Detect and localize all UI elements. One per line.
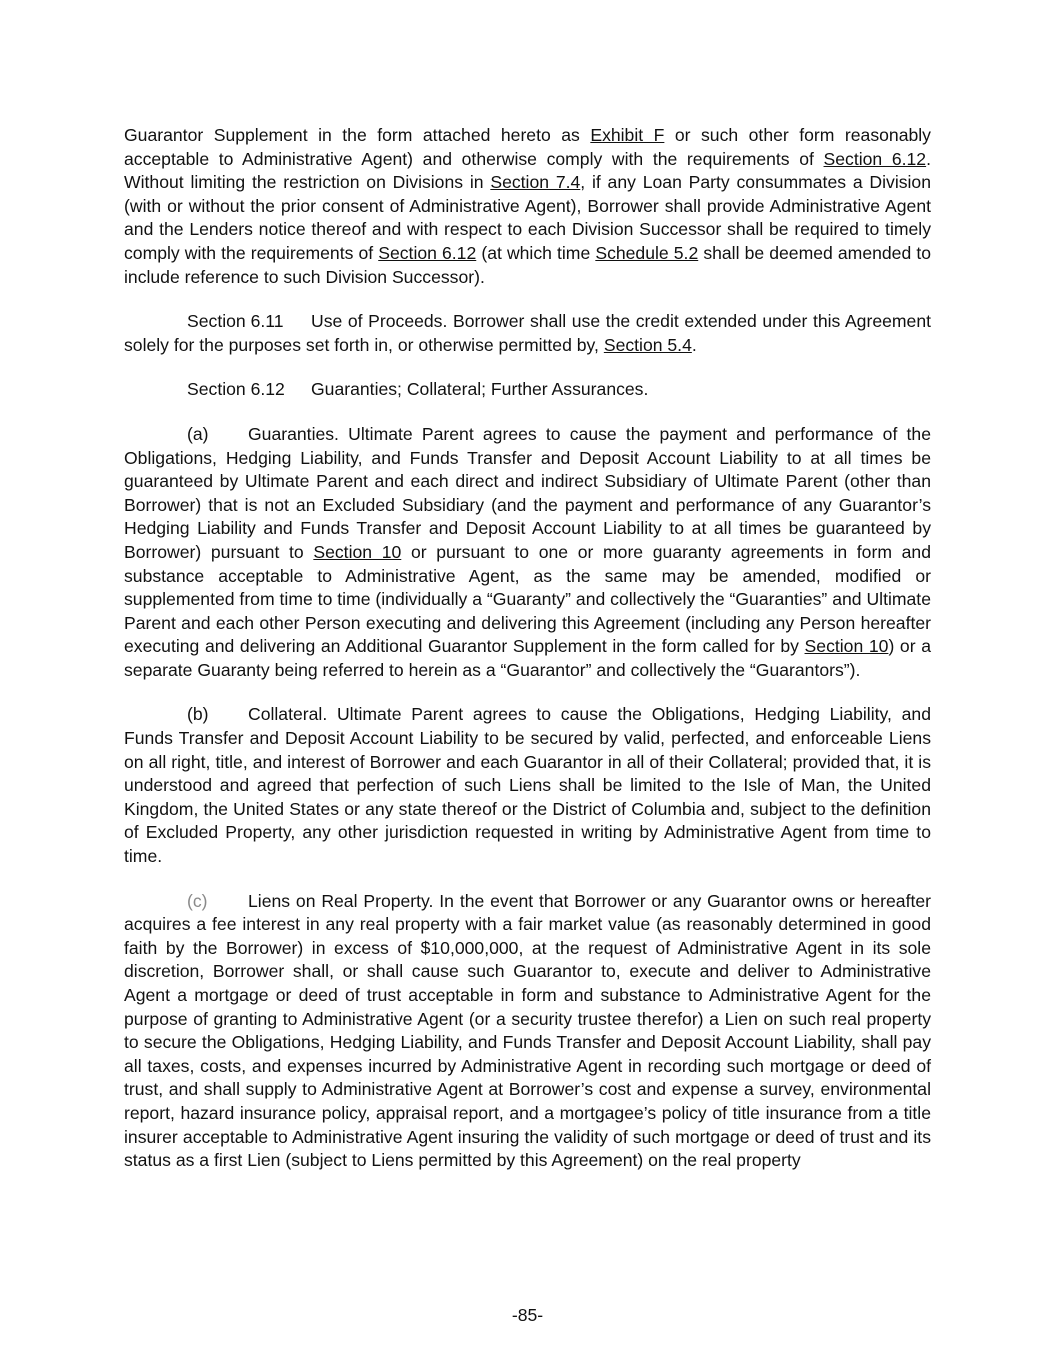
text: Ultimate Parent agrees to cause the Obligations, Hedging Liability, and Funds Transfer and Deposit Account Liability to be secured by valid, perfected, and enforceable Liens on all right, title, and interest of Borrower and each Guarantor in all of their Collateral; provided that, it is understood and agreed that perfection of such Liens shall be limited to the Isle of Man, the United Kingdom, the United States or any state thereof or the District of Columbia and, subject to the definition of Excluded Property, any other jurisdiction requested in writing by Administrative Agent from time to time. [124,704,931,867]
subsection-title: Guaranties. [248,423,339,444]
subsection-label: (b) [187,704,209,725]
section-number: Section 6.11 [187,311,284,332]
text: or such other form reasonably acceptable to Administrative Agent) and otherwise comply with the requirements of [124,125,931,169]
text: shall be deemed amended to include reference to such Division Successor). [124,242,932,287]
subsection-c-paragraph [124,890,931,1173]
subsection-label: (a) [187,423,209,444]
subsection-b-paragraph [124,703,931,868]
text: , if any Loan Party consummates a Division (with or without the prior consent of Administrative Agent), Borrower shall provide Administrative Agent and the Lenders notice thereof and with respect to each Division Successor shall be required to timely comply with the requirements of [124,172,931,263]
text: ) or a separate Guaranty being referred to herein as a “Guarantor” and collectively the “Guarantors”). [124,636,931,680]
section-10-reference: Section 10 [313,541,402,562]
subsection-title: Liens on Real Property. [248,890,434,911]
schedule-5-2-reference: Schedule 5.2 [595,242,699,263]
section-6-12-heading [124,378,931,402]
text: (at which time [476,242,596,263]
section-title: Use of Proceeds. [311,311,448,332]
text: . Without limiting the restriction on Divisions in [124,148,931,193]
page-number: -85- [511,1305,544,1325]
text: . [691,334,697,355]
document-page [124,124,931,1194]
text: Ultimate Parent agrees to cause the payment and performance of the Obligations, Hedging Liability, and Funds Transfer and Deposit Account Liability to at all times be guaranteed by Ultimate Parent and each direct and indirect Subsidiary of Ultimate Parent (other than Borrower) that is not an Excluded Subsidiary (and the payment and performance of any Guarantor’s Hedging Liability and Funds Transfer and Deposit Account Liability to at all times be guaranteed by Borrower) pursuant to [124,423,932,562]
section-title: Guaranties; Collateral; Further Assurances. [311,379,649,400]
section-number: Section 6.12 [187,379,285,400]
subsection-title: Collateral. [248,704,328,725]
subsection-a-paragraph [124,423,931,683]
exhibit-f-reference: Exhibit F [590,125,665,145]
section-6-11-paragraph [124,310,931,357]
section-10-reference: Section 10 [804,636,889,657]
subsection-label: (c) [187,890,208,911]
section-5-4-reference: Section 5.4 [603,334,692,355]
section-6-12-reference: Section 6.12 [823,148,927,169]
section-7-4-reference: Section 7.4 [490,172,581,193]
text: In the event that Borrower or any Guarantor owns or hereafter acquires a fee interest in any real property with a fair market value (as reasonably determined in good faith by the Borrower) in excess of $10,000,000, at the request of Administrative Agent in its sole discretion, Borrower shall, or shall cause such Guarantor to, execute and deliver to Administrative Agent a mortgage or deed of trust acceptable in form and substance to Administrative Agent for the purpose of granting to Administrative Agent (or a security trustee therefor) a Lien on such real property to secure the Obligations, Hedging Liability, and Funds Transfer and Deposit Account Liability, shall pay all taxes, costs, and expenses incurred by Administrative Agent in recording such mortgage or deed of trust, and shall supply to Administrative Agent at Borrower’s cost and expense a survey, environmental report, hazard insurance policy, appraisal report, and a mortgagee’s policy of title insurance from a title insurer acceptable to Administrative Agent insuring the validity of such mortgage or deed of trust and its status as a first Lien (subject to Liens permitted by this Agreement) on the real property [124,890,931,1171]
text: or pursuant to one or more guaranty agreements in form and substance acceptable to Administrative Agent, as the same may be amended, modified or supplemented from time to time (individually a “Guaranty” and collectively the “Guaranties” and Ultimate Parent and each other Person executing and delivering this Agreement (including any Person hereafter executing and delivering an Additional Guarantor Supplement in the form called for by [124,541,931,657]
section-6-12-reference: Section 6.12 [378,242,477,263]
text: Borrower shall use the credit extended under this Agreement solely for the purposes set forth in, or otherwise permitted by, [124,311,932,355]
text: Guarantor Supplement in the form attached hereto as [124,125,591,145]
paragraph-continuation [124,124,931,289]
